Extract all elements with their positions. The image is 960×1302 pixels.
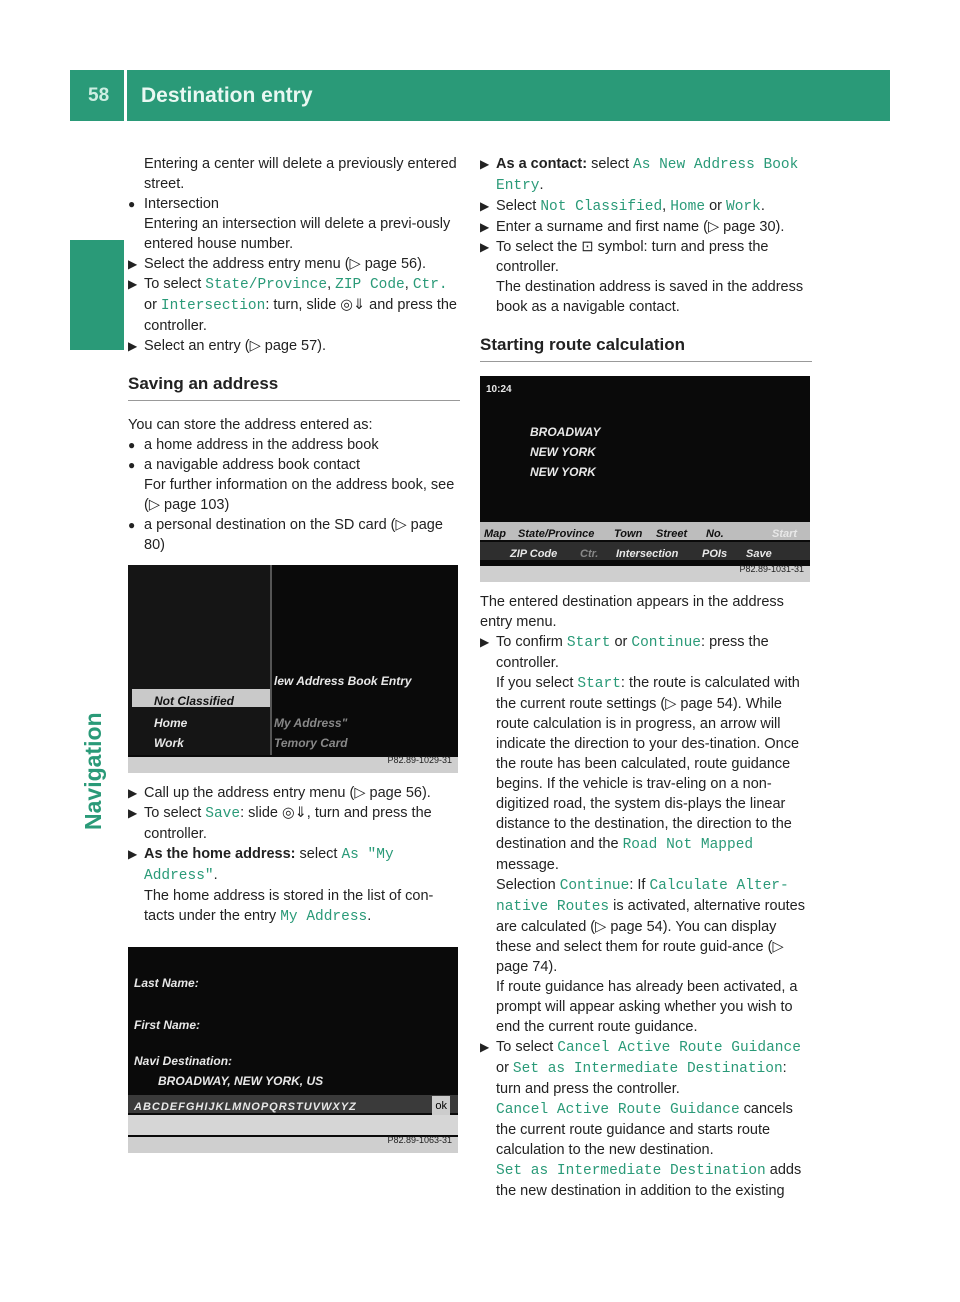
header-divider (124, 70, 127, 121)
ok-key: ok (432, 1096, 450, 1116)
menu-intersection: Intersection (616, 548, 679, 560)
screenshot-address-entry (480, 376, 810, 582)
paragraph: Set as Intermediate Destination adds the new destination in addition to the existing (496, 1162, 802, 1199)
paragraph: Entering a center will delete a previously entered street. (144, 156, 457, 192)
step-item: ▶ To select Cancel Active Route Guidance or Set as Intermediate Destination: turn and press the controller. (480, 1039, 801, 1097)
keyboard-alphabet: ABCDEFGHIJKLMNOPQRSTUVWXYZ (134, 1101, 357, 1113)
menu-item-home: Home (154, 716, 188, 730)
paragraph: The destination address is saved in the address book as a navigable contact. (496, 279, 804, 315)
step-item: ▶ As the home address: select As "My Address". (128, 846, 394, 884)
address-row: BROADWAY (530, 425, 601, 439)
list-item: ● a personal destination on the SD card (▷ page 80) (128, 517, 443, 553)
list-item: ● a home address in the address book (128, 437, 379, 453)
menu-ctr: Ctr. (580, 548, 599, 560)
menu-item-not-classified: Not Classified (154, 694, 235, 708)
paragraph: Cancel Active Route Guidance cancels the current route guidance and starts route calculation to the new destination. (496, 1101, 793, 1158)
step-item: ▶ As a contact: select As New Address Book Entry. (480, 156, 799, 194)
step-item: ▶ To select State/Province, ZIP Code, Ctr. or Intersection: turn, slide ◎⇓ and press the controller. (128, 276, 457, 334)
section-heading: Saving an address (128, 374, 460, 401)
sidebar-tab-block (70, 240, 124, 350)
page-number: 58 (88, 85, 110, 106)
address-row: NEW YORK (530, 465, 596, 479)
screenshot-contact-entry (128, 947, 458, 1153)
step-item: ▶ Enter a surname and first name (▷ page 30). (480, 219, 785, 235)
menu-pois: POIs (702, 548, 728, 560)
figure-reference: P82.89-1029-31 (387, 755, 452, 765)
screenshot-save-menu (128, 565, 458, 773)
menu-state: State/Province (518, 528, 595, 540)
menu-item-new-entry: lew Address Book Entry (274, 674, 412, 688)
menu-zip: ZIP Code (510, 548, 558, 560)
list-item: ● Intersection (128, 196, 219, 212)
figure-reference: P82.89-1031-31 (739, 564, 804, 574)
paragraph: If route guidance has already been activated, a prompt will appear asking whether you wish to end the current route guidance. (496, 979, 798, 1035)
section-heading: Starting route calculation (480, 335, 812, 362)
page-header (70, 70, 890, 121)
menu-no: No. (706, 528, 724, 540)
destination-value: BROADWAY, NEW YORK, US (158, 1074, 324, 1088)
step-item: ▶ To select the ⊡ symbol: turn and press the controller. (480, 239, 769, 275)
paragraph: If you select Start: the route is calculated with the current route settings (▷ page 54). While route calculation is in progress, an arrow will indicate the direction to your des-tination. Once the route has been calculated, route guidance begins. If the vehicle is trav-eling on a non-digitized road, the system dis-plays the linear distance to the destination, the direction to the destination and the Road Not Mapped message. (496, 675, 800, 873)
step-item: ▶ Select an entry (▷ page 57). (128, 338, 327, 354)
figure-reference: P82.89-1063-31 (387, 1135, 452, 1145)
field-last-name: Last Name: (134, 976, 199, 990)
menu-item-memory-card: Temory Card (274, 736, 348, 750)
right-column (480, 154, 812, 1201)
paragraph: For further information on the address book, see (▷ page 103) (144, 477, 455, 513)
step-item: ▶ Call up the address entry menu (▷ page 56). (128, 785, 431, 801)
step-item: ▶ Select the address entry menu (▷ page 56). (128, 256, 426, 272)
page-title: Destination entry (141, 84, 313, 107)
menu-start: Start (772, 528, 798, 540)
paragraph: Selection Continue: If Calculate Alter-native Routes is activated, alternative routes are calculated (▷ page 54). You can display these and select them for route guid-ance (▷ page 74). (496, 877, 805, 975)
step-item: ▶ Select Not Classified, Home or Work. (480, 198, 765, 215)
step-item: ▶ To confirm Start or Continue: press the controller. (480, 634, 769, 671)
paragraph: You can store the address entered as: (128, 417, 373, 433)
step-item: ▶ To select Save: slide ◎⇓, turn and press the controller. (128, 805, 432, 842)
address-row: NEW YORK (530, 445, 596, 459)
left-column (128, 154, 460, 1153)
menu-map: Map (484, 528, 506, 540)
menu-save: Save (746, 548, 772, 560)
menu-town: Town (614, 528, 643, 540)
menu-item-work: Work (154, 736, 184, 750)
paragraph: Entering an intersection will delete a previ-ously entered house number. (144, 216, 451, 252)
menu-street: Street (656, 528, 688, 540)
field-navi-destination: Navi Destination: (134, 1054, 233, 1068)
sidebar (70, 130, 124, 1170)
list-item: ● a navigable address book contact (128, 457, 361, 473)
paragraph: The home address is stored in the list of con-tacts under the entry My Address. (144, 888, 434, 925)
paragraph: The entered destination appears in the address entry menu. (480, 594, 784, 630)
clock-time: 10:24 (486, 384, 512, 395)
menu-item-my-address: My Address" (274, 716, 348, 730)
field-first-name: First Name: (134, 1018, 201, 1032)
sidebar-section-label: Navigation (80, 712, 106, 830)
